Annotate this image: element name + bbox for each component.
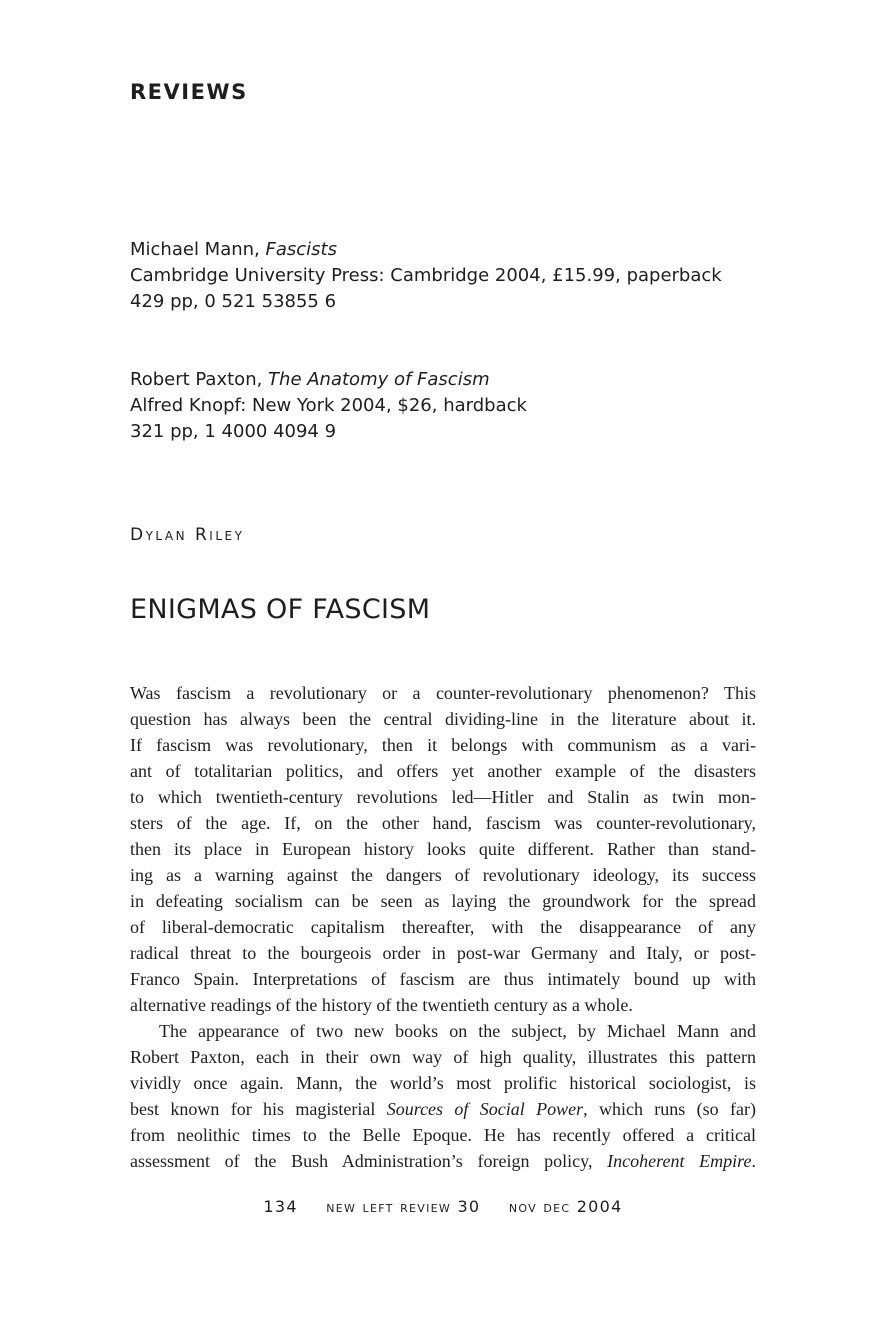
body-line: of liberal-democratic capitalism thereafter, with the disappearance of any bbox=[130, 917, 756, 937]
body-line: vividly once again. Mann, the world’s most prolific historical sociologist, is bbox=[130, 1073, 756, 1093]
page-number: 134 bbox=[263, 1197, 298, 1216]
book-citation-2 bbox=[130, 367, 527, 445]
book-1-author: Michael Mann, bbox=[130, 239, 266, 260]
body-line: in defeating socialism can be seen as laying the groundwork for the spread bbox=[130, 891, 756, 911]
body-line: alternative readings of the history of the twentieth century as a whole. bbox=[130, 995, 633, 1015]
body-paragraph-2 bbox=[130, 1018, 756, 1174]
body-text-run: . bbox=[751, 1151, 756, 1171]
book-1-title: Fascists bbox=[265, 239, 337, 260]
body-line: If fascism was revolutionary, then it belongs with communism as a vari- bbox=[130, 735, 756, 755]
book-1-publisher-line: Cambridge University Press: Cambridge 2004, £15.99, paperback bbox=[130, 265, 722, 286]
section-heading: REVIEWS bbox=[130, 80, 248, 104]
body-text-run: , which runs (so far) bbox=[583, 1099, 756, 1119]
book-title-reference: Sources of Social Power bbox=[386, 1099, 584, 1119]
body-line bbox=[130, 1148, 756, 1174]
book-2-details-line: 321 pp, 1 4000 4094 9 bbox=[130, 421, 337, 442]
body-line: Robert Paxton, each in their own way of high quality, illustrates this pattern bbox=[130, 1047, 756, 1067]
body-line bbox=[130, 1096, 756, 1122]
page-footer bbox=[0, 1197, 886, 1216]
body-line: question has always been the central dividing-line in the literature about it. bbox=[130, 709, 756, 729]
body-line: ant of totalitarian politics, and offers yet another example of the disasters bbox=[130, 761, 756, 781]
body-line: from neolithic times to the Belle Epoque. He has recently offered a critical bbox=[130, 1125, 756, 1145]
body-line: sters of the age. If, on the other hand, fascism was counter-revolutionary, bbox=[130, 813, 756, 833]
body-line: to which twentieth-century revolutions led—Hitler and Stalin as twin mon- bbox=[130, 787, 756, 807]
body-text-run: assessment of the Bush Administration’s foreign policy, bbox=[130, 1151, 608, 1171]
book-1-author-title-line bbox=[130, 237, 722, 263]
journal-name: new left review 30 bbox=[326, 1197, 481, 1216]
book-1-details-line: 429 pp, 0 521 53855 6 bbox=[130, 291, 337, 312]
book-title-reference: Incoherent Empire bbox=[607, 1151, 752, 1171]
article-body bbox=[130, 680, 756, 1174]
body-line: Was fascism a revolutionary or a counter-revolutionary phenomenon? This bbox=[130, 683, 756, 703]
book-2-title: The Anatomy of Fascism bbox=[268, 369, 490, 390]
body-paragraph-1 bbox=[130, 680, 756, 1018]
book-2-author-title-line bbox=[130, 367, 527, 393]
body-text-run: best known for his magisterial bbox=[130, 1099, 387, 1119]
body-line: radical threat to the bourgeois order in post-war Germany and Italy, or post- bbox=[130, 943, 756, 963]
book-2-publisher-line: Alfred Knopf: New York 2004, $26, hardback bbox=[130, 395, 527, 416]
article-title: ENIGMAS OF FASCISM bbox=[130, 594, 431, 625]
body-line: The appearance of two new books on the subject, by Michael Mann and bbox=[159, 1021, 756, 1041]
book-2-author: Robert Paxton, bbox=[130, 369, 269, 390]
body-line: then its place in European history looks quite different. Rather than stand- bbox=[130, 839, 756, 859]
body-line: Franco Spain. Interpretations of fascism are thus intimately bound up with bbox=[130, 969, 756, 989]
issue-date: nov dec 2004 bbox=[508, 1197, 623, 1216]
review-author: Dylan Riley bbox=[130, 525, 245, 545]
body-line: ing as a warning against the dangers of revolutionary ideology, its success bbox=[130, 865, 756, 885]
book-citation-1 bbox=[130, 237, 722, 315]
